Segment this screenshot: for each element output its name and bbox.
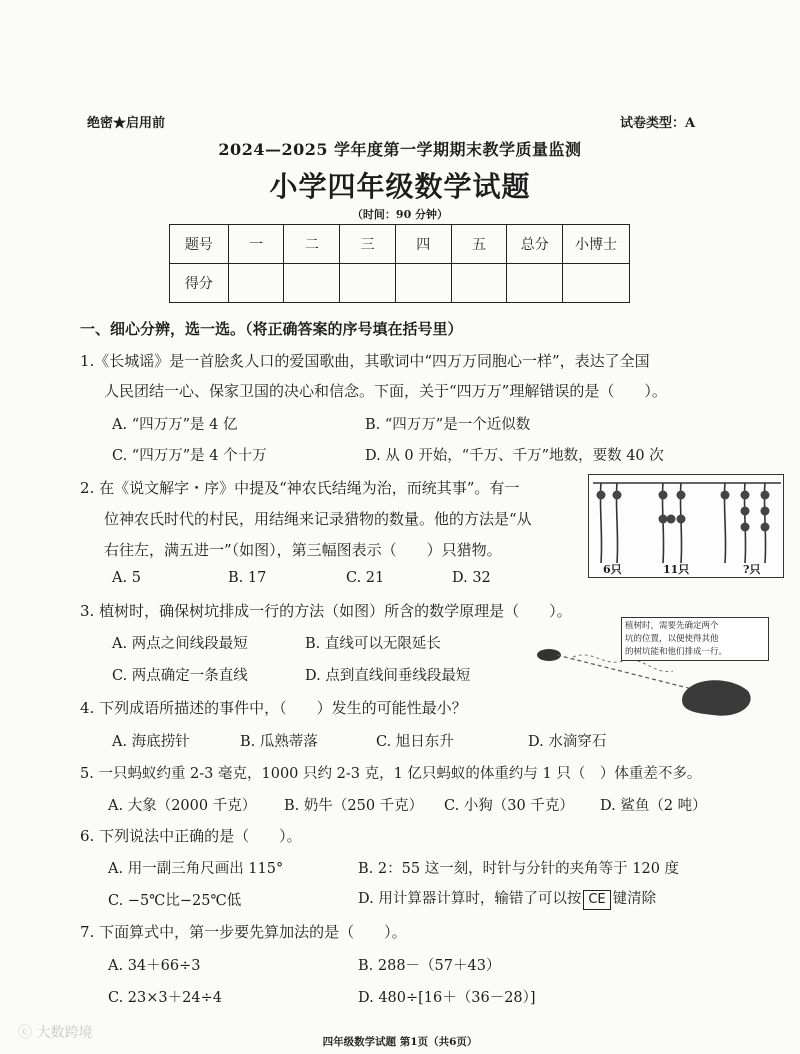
paper-type-label: 试卷类型：A [620,116,696,131]
page-title: 小学四年级数学试题 [269,170,531,203]
score-table [169,224,630,303]
question-5-option-b: B. 奶牛（250 千克） [284,798,424,814]
figure-note-line: 坑的位置，以便使得其他 [625,634,719,644]
question-3-line-1: 3. 植树时，确保树坑排成一行的方法（如图）所含的数学原理是（ ）。 [80,602,572,620]
question-2-line-1: 2. 在《说文解字・序》中提及“神农氏结绳为治，而统其事”。有一 [80,479,520,497]
question-4-option-b: B. 瓜熟蒂落 [240,734,318,750]
score-cell: 题号 [170,225,229,264]
question-3-option-c: C. 两点确定一条直线 [112,668,248,684]
question-6-option-a: A. 用一副三角尺画出 115° [108,861,284,877]
question-7-option-c: C. 23×3＋24÷4 [108,990,222,1006]
score-blank[interactable] [451,264,507,303]
score-blank[interactable] [563,264,630,303]
knotted-rope-figure [588,474,784,578]
score-blank[interactable] [284,264,340,303]
score-cell: 五 [451,225,507,264]
rope-label: 11只 [663,563,690,576]
question-2-line-2: 位神农氏时代的村民，用结绳来记录猎物的数量。他的方法是“从 [104,510,532,528]
figure-note-line: 的树坑能和他们排成一行。 [625,647,728,657]
question-6-option-b: B. 2：55 这一刻，时针与分针的夹角等于 120 度 [358,861,680,877]
question-3-option-d: D. 点到直线间垂线段最短 [305,668,471,684]
question-4-option-c: C. 旭日东升 [376,734,454,750]
option-d-text-after: 键清除 [612,891,657,907]
question-2-option-b: B. 17 [228,570,267,586]
question-7-option-d: D. 480÷[16＋（36－28）] [358,990,536,1006]
question-2-line-3: 右往左，满五进一”（如图），第三幅图表示（ ）只猎物。 [104,541,502,559]
question-1-line-1: 1.《长城谣》是一首脍炙人口的爱国歌曲，其歌词中“四万万同胞心一样”，表达了全国 [80,352,650,370]
question-2-option-d: D. 32 [452,570,491,586]
question-1-option-b: B. “四万万”是一个近似数 [365,417,531,433]
tree-planting-figure [533,615,773,725]
option-d-text-before: D. 用计算器计算时，输错了可以按 [358,891,582,907]
watermark-text: 大数跨境 [36,1025,93,1041]
figure-note-box [621,617,769,661]
score-table-score-row [170,264,630,303]
question-3-option-a: A. 两点之间线段最短 [112,636,248,652]
ce-key-box: CE [583,890,610,910]
question-6-line-1: 6. 下列说法中正确的是（ ）。 [80,827,302,845]
score-blank[interactable] [228,264,284,303]
score-blank[interactable] [395,264,451,303]
section-heading: 一、细心分辨，选一选。（将正确答案的序号填在括号里） [80,320,463,338]
question-1-option-c: C. “四万万”是 4 个十万 [112,448,267,464]
figure-note-line: 植树时，需要先确定两个 [625,621,719,631]
exam-subtitle: 2024—2025 学年度第一学期期末教学质量监测 [218,140,582,159]
question-7-option-a: A. 34＋66÷3 [108,958,201,974]
question-2-option-a: A. 5 [112,570,141,586]
question-4-option-a: A. 海底捞针 [112,734,190,750]
question-1-option-a: A. “四万万”是 4 亿 [112,417,238,433]
score-table-header-row [170,225,630,264]
question-3-option-b: B. 直线可以无限延长 [305,636,441,652]
score-cell: 小博士 [563,225,630,264]
question-6-option-c: C. −5℃比−25℃低 [108,893,242,909]
confidential-label: 绝密★启用前 [87,116,166,131]
score-cell: 二 [284,225,340,264]
rope-label: 6只 [603,563,622,576]
score-cell: 一 [228,225,284,264]
page-footer: 四年级数学试题 第1页（共6页） [322,1036,478,1048]
question-4-line-1: 4. 下列成语所描述的事件中，（ ）发生的可能性最小？ [80,699,467,717]
score-cell: 四 [395,225,451,264]
time-limit: （时间：90 分钟） [351,208,449,221]
score-cell: 总分 [507,225,563,264]
question-2-option-c: C. 21 [346,570,385,586]
question-7-option-b: B. 288－（57＋43） [358,958,501,974]
question-5-option-a: A. 大象（2000 千克） [108,798,257,814]
question-6-option-d [358,887,656,910]
score-row-label: 得分 [170,264,229,303]
question-5-option-c: C. 小狗（30 千克） [444,798,574,814]
rope-label: ?只 [743,563,761,576]
watermark [18,1022,92,1042]
question-4-option-d: D. 水滴穿石 [528,734,607,750]
watermark-logo-icon: ⓒ [18,1025,37,1041]
score-blank[interactable] [340,264,396,303]
question-1-line-2: 人民团结一心、保家卫国的决心和信念。下面，关于“四万万”理解错误的是（ ）。 [104,382,667,400]
question-1-option-d: D. 从 0 开始，“千万、千万”地数，要数 40 次 [365,448,664,464]
question-5-option-d: D. 鲨鱼（2 吨） [600,798,707,814]
question-7-line-1: 7. 下面算式中，第一步要先算加法的是（ ）。 [80,923,407,941]
score-cell: 三 [340,225,396,264]
question-5-line-1: 5. 一只蚂蚁约重 2-3 毫克，1000 只约 2-3 克，1 亿只蚂蚁的体重约与 1 只（ ）体重差不多。 [80,766,702,782]
score-blank[interactable] [507,264,563,303]
